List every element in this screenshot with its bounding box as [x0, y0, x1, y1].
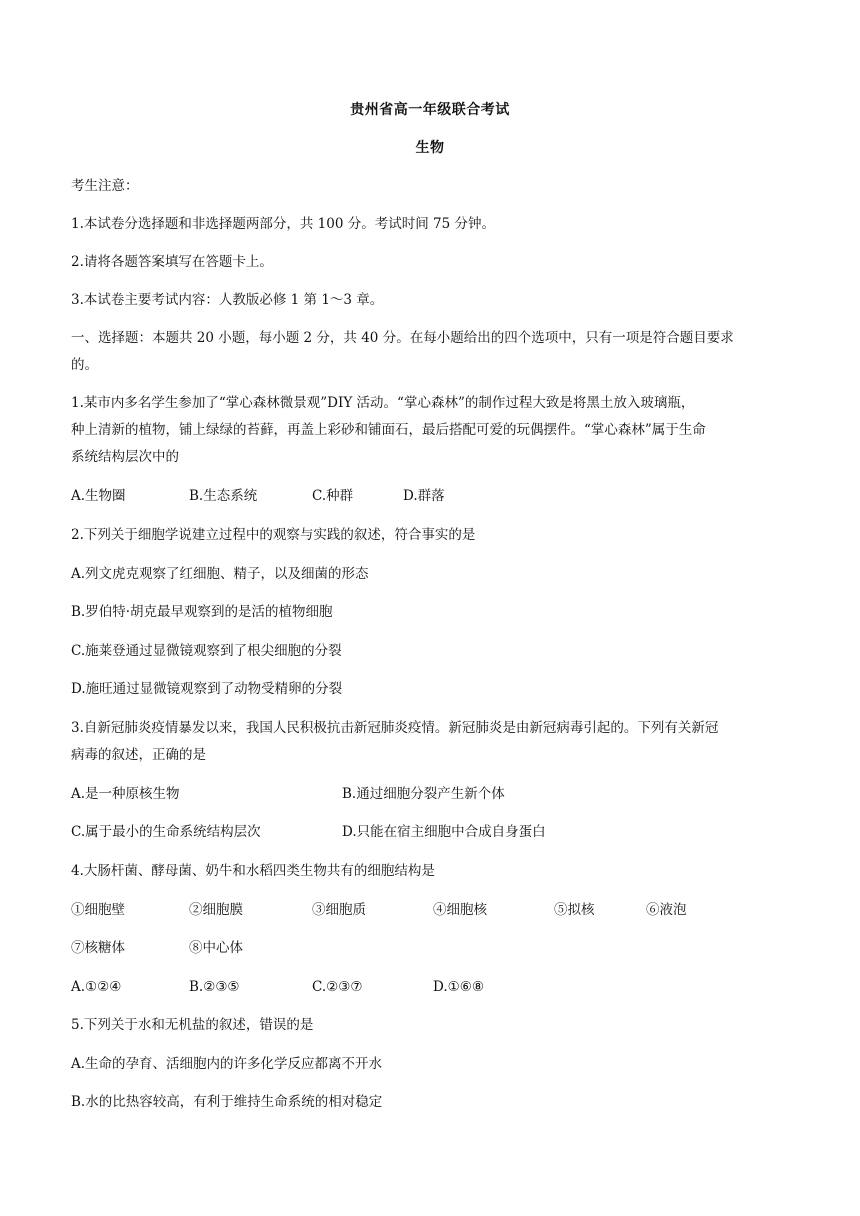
notice-item: 2.请将各题答案填写在答题卡上。 — [71, 254, 273, 270]
question-stem-line: 3.自新冠肺炎疫情暴发以来，我国人民积极抗击新冠肺炎疫情。新冠肺炎是由新冠病毒引起的。下列有关新冠 — [71, 720, 719, 736]
notice-heading: 考生注意： — [71, 178, 139, 194]
notice-item: 1.本试卷分选择题和非选择题两部分，共 100 分。考试时间 75 分钟。 — [71, 216, 495, 232]
option-b: B.②③⑤ — [189, 979, 240, 995]
option-c: C.②③⑦ — [312, 979, 363, 995]
option-d: D.群落 — [403, 488, 445, 504]
question-stem-line: 种上清新的植物，铺上绿绿的苔藓，再盖上彩砂和铺面石，最后搭配可爱的玩偶摆件。“掌心森林”属于生命 — [71, 422, 706, 438]
option-b: B.水的比热容较高，有利于维持生命系统的相对稳定 — [71, 1094, 383, 1110]
question-stem-line: 5.下列关于水和无机盐的叙述，错误的是 — [71, 1017, 314, 1033]
question-stem-line: 2.下列关于细胞学说建立过程中的观察与实践的叙述，符合事实的是 — [71, 527, 476, 543]
subject-title: 生物 — [415, 140, 445, 156]
question-stem-line: 1.某市内多名学生参加了“掌心森林微景观”DIY 活动。“掌心森林”的制作过程大致是将黑土放入玻璃瓶， — [71, 395, 695, 411]
notice-item: 3.本试卷主要考试内容：人教版必修 1 第 1～3 章。 — [71, 292, 384, 308]
structure-item: ⑥液泡 — [646, 902, 687, 918]
option-b: B.生态系统 — [189, 488, 258, 504]
option-a: A.列文虎克观察了红细胞、精子，以及细菌的形态 — [71, 566, 369, 582]
option-a: A.生物圈 — [71, 488, 126, 504]
option-a: A.是一种原核生物 — [71, 786, 180, 802]
structure-item: ⑦核糖体 — [71, 940, 125, 956]
option-c: C.施莱登通过显微镜观察到了根尖细胞的分裂 — [71, 643, 342, 659]
structure-item: ③细胞质 — [312, 902, 366, 918]
structure-item: ④细胞核 — [433, 902, 487, 918]
option-c: C.种群 — [312, 488, 354, 504]
structure-item: ①细胞壁 — [71, 902, 125, 918]
option-d: D.①⑥⑧ — [433, 979, 484, 995]
question-stem-line: 病毒的叙述，正确的是 — [71, 747, 206, 763]
option-a: A.①②④ — [71, 979, 122, 995]
structure-item: ⑤拟核 — [554, 902, 595, 918]
option-d: D.施旺通过显微镜观察到了动物受精卵的分裂 — [71, 681, 343, 697]
option-d: D.只能在宿主细胞中合成自身蛋白 — [342, 824, 546, 840]
question-stem-line: 系统结构层次中的 — [71, 449, 179, 465]
structure-item: ②细胞膜 — [189, 902, 243, 918]
option-b: B.通过细胞分裂产生新个体 — [342, 786, 505, 802]
option-c: C.属于最小的生命系统结构层次 — [71, 824, 261, 840]
section-heading-line: 的。 — [71, 357, 98, 373]
section-heading-line: 一、选择题：本题共 20 小题，每小题 2 分，共 40 分。在每小题给出的四个选项中，只有一项是符合题目要求 — [71, 330, 734, 346]
option-a: A.生命的孕育、活细胞内的许多化学反应都离不开水 — [71, 1056, 383, 1072]
exam-title: 贵州省高一年级联合考试 — [350, 102, 510, 118]
structure-item: ⑧中心体 — [189, 940, 243, 956]
option-b: B.罗伯特·胡克最早观察到的是活的植物细胞 — [71, 604, 333, 620]
question-stem-line: 4.大肠杆菌、酵母菌、奶牛和水稻四类生物共有的细胞结构是 — [71, 863, 435, 879]
